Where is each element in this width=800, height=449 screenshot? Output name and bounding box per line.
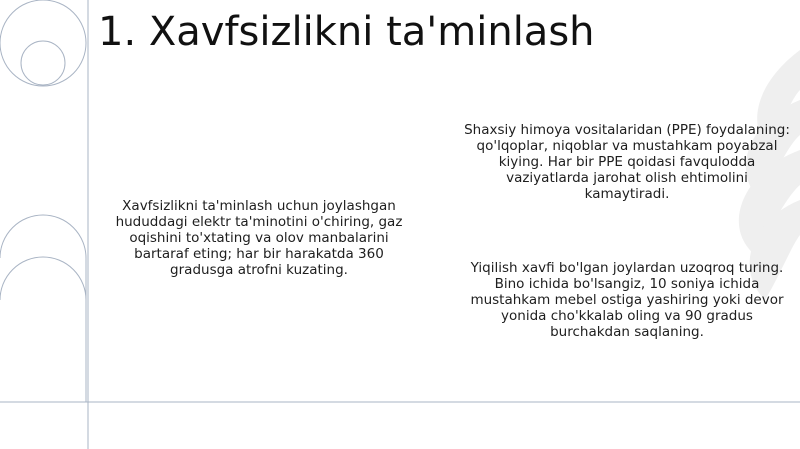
slide-title: 1. Xavfsizlikni ta'minlash bbox=[98, 9, 595, 55]
small-circle bbox=[21, 41, 65, 85]
right-text-block-fall-risk: Yiqilish xavfi bo'lgan joylardan uzoqroq turing. Bino ichida bo'lsangiz, 10 soniya ichida mustahkam mebel ostiga yashiring yoki devor yonida cho'kkalab oling va 90 gradus burchakdan saqlaning. bbox=[470, 260, 784, 340]
large-circle bbox=[0, 0, 86, 86]
left-text-block: Xavfsizlikni ta'minlash uchun joylashgan hududdagi elektr ta'minotini o'chiring, gaz oqishini to'xtating va olov manbalarini bartaraf eting; har bir harakatda 360 gradusga atrofni kuzating. bbox=[115, 198, 403, 278]
right-text-block-ppe: Shaxsiy himoya vositalaridan (PPE) foydalaning: qo'lqoplar, niqoblar va mustahkam poyabzal kiying. Har bir PPE qoidasi favqulodda vaziyatlarda jarohat olish ehtimolini kamaytiradi. bbox=[464, 122, 790, 202]
arch-bottom bbox=[0, 257, 86, 402]
